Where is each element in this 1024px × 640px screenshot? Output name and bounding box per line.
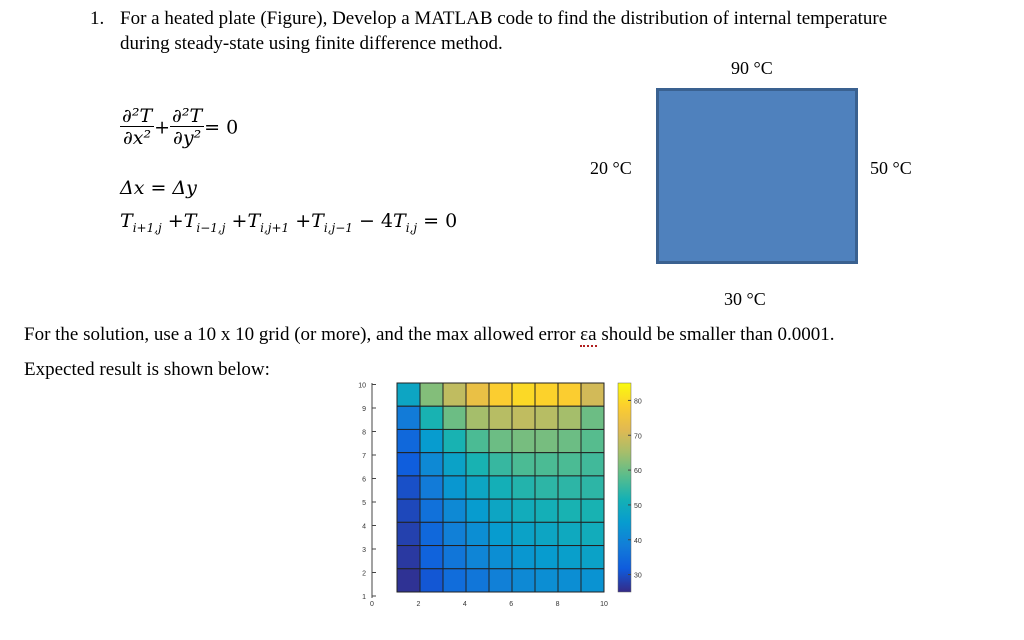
left-temperature-label: 20 °C bbox=[590, 158, 632, 178]
heatmap-cell bbox=[443, 453, 466, 476]
heatmap-cell bbox=[512, 383, 535, 406]
heatmap-cell bbox=[420, 429, 443, 452]
heatmap-cell bbox=[581, 429, 604, 452]
heatmap-cell bbox=[489, 522, 512, 545]
y-tick-label: 4 bbox=[362, 523, 366, 531]
heatmap-cell bbox=[535, 546, 558, 569]
x-tick-label: 8 bbox=[555, 601, 560, 608]
colorbar-tick-label: 40 bbox=[634, 537, 642, 545]
fraction-x-numerator: ∂²T bbox=[122, 105, 153, 127]
y-tick-label: 10 bbox=[358, 382, 366, 390]
heatmap-cell bbox=[397, 383, 420, 406]
right-temperature-label: 50 °C bbox=[870, 158, 912, 178]
heatmap-cell bbox=[397, 546, 420, 569]
heatmap-cell bbox=[397, 406, 420, 429]
heatmap-cell bbox=[420, 476, 443, 499]
y-tick-label: 8 bbox=[362, 429, 366, 437]
heatmap-cell bbox=[581, 522, 604, 545]
heatmap-cell bbox=[489, 476, 512, 499]
heatmap-cell bbox=[489, 453, 512, 476]
heatmap-cell bbox=[535, 522, 558, 545]
heatmap-cell bbox=[397, 569, 420, 592]
heatmap-cell bbox=[558, 522, 581, 545]
heatmap-cell bbox=[535, 476, 558, 499]
heatmap-cell bbox=[397, 476, 420, 499]
heatmap-cell bbox=[466, 546, 489, 569]
fraction-y-denominator: ∂y² bbox=[173, 127, 202, 149]
colorbar-tick-label: 80 bbox=[634, 398, 642, 406]
solution-text-start: For the solution, use a 10 x 10 grid (or more), and the max allowed error bbox=[24, 324, 581, 345]
heatmap-cell bbox=[420, 453, 443, 476]
colorbar-tick-label: 50 bbox=[634, 502, 642, 510]
y-tick-label: 7 bbox=[362, 453, 366, 460]
heatmap-cell bbox=[512, 499, 535, 522]
colorbar-tick-label: 70 bbox=[634, 433, 642, 441]
top-temperature-label: 90 °C bbox=[731, 58, 773, 78]
heatmap-cell bbox=[581, 569, 604, 592]
heatmap-cell bbox=[420, 569, 443, 592]
heatmap-cell bbox=[535, 569, 558, 592]
y-tick-label: 2 bbox=[362, 570, 366, 578]
heatmap-cell bbox=[558, 406, 581, 429]
heatmap-cell bbox=[443, 499, 466, 522]
bottom-temperature-label: 30 °C bbox=[724, 289, 766, 309]
heatmap-cell bbox=[489, 546, 512, 569]
heatmap-cell bbox=[466, 383, 489, 406]
heatmap-cell bbox=[512, 429, 535, 452]
heatmap-cells bbox=[397, 383, 604, 592]
x-tick-label: 6 bbox=[509, 601, 514, 608]
x-tick-label: 4 bbox=[462, 601, 467, 608]
heatmap-cell bbox=[443, 546, 466, 569]
fraction-x-denominator: ∂x² bbox=[122, 127, 152, 149]
solution-text-end: should be smaller than 0.0001. bbox=[596, 324, 835, 345]
heatmap-cell bbox=[397, 522, 420, 545]
colorbar-tick-label: 30 bbox=[634, 572, 642, 580]
heatmap-cell bbox=[397, 429, 420, 452]
heatmap-cell bbox=[558, 383, 581, 406]
heatmap-cell bbox=[512, 522, 535, 545]
problem-line-1: For a heated plate (Figure), Develop a MATLAB code to find the distribution of internal temperature bbox=[120, 8, 888, 29]
heatmap-cell bbox=[558, 476, 581, 499]
y-tick-label: 5 bbox=[362, 500, 366, 507]
heatmap-cell bbox=[466, 499, 489, 522]
y-tick-label: 1 bbox=[362, 594, 366, 601]
heatmap-cell bbox=[558, 453, 581, 476]
heatmap-cell bbox=[581, 453, 604, 476]
heatmap-cell bbox=[466, 569, 489, 592]
heatmap-cell bbox=[443, 476, 466, 499]
heatmap-cell bbox=[489, 569, 512, 592]
heatmap-cell bbox=[420, 546, 443, 569]
error-symbol: εa bbox=[580, 324, 597, 345]
heatmap-cell bbox=[489, 429, 512, 452]
heatmap-cell bbox=[420, 383, 443, 406]
finite-difference-equation: $T_{i+1,j} +T_{i-1,j} +T_{i,j+1} +T_{i,j-1} - 4T_{i,j} = 0$ bbox=[120, 210, 458, 235]
heatmap-cell bbox=[466, 476, 489, 499]
colorbar-tick-label: 60 bbox=[634, 468, 642, 476]
heatmap-cell bbox=[489, 499, 512, 522]
heatmap-cell bbox=[397, 499, 420, 522]
expected-result-label: Expected result is shown below: bbox=[24, 359, 270, 380]
grid-spacing-equation: Δx = Δy bbox=[120, 177, 197, 199]
heatmap-cell bbox=[443, 429, 466, 452]
heatmap-cell bbox=[443, 522, 466, 545]
heatmap-cell bbox=[581, 546, 604, 569]
heatmap-cell bbox=[535, 406, 558, 429]
y-tick-label: 9 bbox=[362, 406, 366, 413]
heatmap-cell bbox=[581, 406, 604, 429]
heatmap-cell bbox=[535, 383, 558, 406]
heatmap-cell bbox=[512, 569, 535, 592]
heatmap-cell bbox=[443, 383, 466, 406]
heatmap-cell bbox=[466, 453, 489, 476]
heatmap-cell bbox=[466, 429, 489, 452]
question-number: 1. bbox=[90, 8, 105, 29]
heatmap-cell bbox=[581, 476, 604, 499]
heatmap-cell bbox=[420, 499, 443, 522]
problem-line-2: during steady-state using finite difference method. bbox=[120, 33, 503, 54]
heatmap-cell bbox=[420, 406, 443, 429]
heatmap-cell bbox=[397, 453, 420, 476]
y-tick-label: 3 bbox=[362, 547, 366, 554]
heatmap-cell bbox=[535, 453, 558, 476]
x-tick-label: 2 bbox=[416, 601, 421, 608]
fraction-y-numerator: ∂²T bbox=[172, 105, 203, 127]
x-tick-label: 10 bbox=[600, 601, 608, 608]
heatmap-cell bbox=[489, 406, 512, 429]
heatmap-cell bbox=[443, 569, 466, 592]
heatmap-cell bbox=[466, 522, 489, 545]
laplace-rhs: = 0 bbox=[204, 116, 239, 139]
colorbar bbox=[618, 383, 642, 592]
heatmap-cell bbox=[581, 499, 604, 522]
plus-sign: + bbox=[154, 116, 171, 139]
heatmap-cell bbox=[558, 569, 581, 592]
heatmap-cell bbox=[512, 406, 535, 429]
heatmap-cell bbox=[558, 429, 581, 452]
heatmap-cell bbox=[420, 522, 443, 545]
heatmap-cell bbox=[558, 499, 581, 522]
heatmap-cell bbox=[512, 453, 535, 476]
colorbar-bar bbox=[618, 383, 631, 592]
heatmap-cell bbox=[443, 406, 466, 429]
heatmap-cell bbox=[512, 546, 535, 569]
x-tick-label: 0 bbox=[370, 601, 374, 608]
heatmap-cell bbox=[512, 476, 535, 499]
heatmap-cell bbox=[558, 546, 581, 569]
heatmap-cell bbox=[535, 499, 558, 522]
heatmap-cell bbox=[581, 383, 604, 406]
heatmap-cell bbox=[489, 383, 512, 406]
y-tick-label: 6 bbox=[362, 476, 366, 484]
heatmap-cell bbox=[535, 429, 558, 452]
heatmap-cell bbox=[466, 406, 489, 429]
